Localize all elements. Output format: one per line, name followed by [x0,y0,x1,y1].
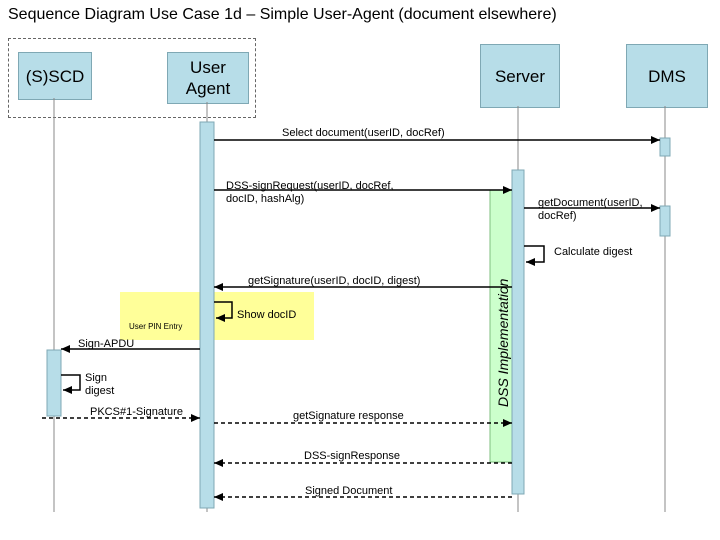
label-sign-digest: Sign digest [85,372,115,397]
arrow-sign-digest [61,375,80,390]
label-get-document: getDocument(userID, docRef) [538,197,643,222]
dss-implementation-label: DSS Implementation [495,278,511,407]
label-calculate-digest: Calculate digest [554,246,633,258]
arrow-show-docid [214,302,232,318]
diagram-title: Sequence Diagram Use Case 1d – Simple User-Agent (document elsewhere) [8,6,557,23]
label-get-signature-response: getSignature response [293,410,404,422]
actor-scd: (S)SCD [18,52,92,100]
actor-server: Server [480,44,560,108]
activation-dms-2 [660,206,670,236]
arrow-calculate-digest [524,246,544,262]
label-get-signature: getSignature(userID, docID, digest) [248,275,421,287]
label-dss-sign-request: DSS-signRequest(userID, docRef, docID, hashAlg) [226,180,394,205]
activation-dms-1 [660,138,670,156]
actor-user-agent: User Agent [167,52,249,104]
label-signed-document: Signed Document [305,485,393,497]
label-dss-sign-response: DSS-signResponse [304,450,400,462]
note-user-pin-entry-label: User PIN Entry [129,322,183,331]
activation-scd [47,350,61,416]
actor-dms: DMS [626,44,708,108]
note-show-docid-label: Show docID [237,309,297,321]
label-sign-apdu: Sign-APDU [78,338,135,350]
label-select-document: Select document(userID, docRef) [282,127,445,139]
label-pkcs1-signature: PKCS#1-Signature [90,406,183,418]
activation-server [512,170,524,494]
activation-user-agent [200,122,214,508]
